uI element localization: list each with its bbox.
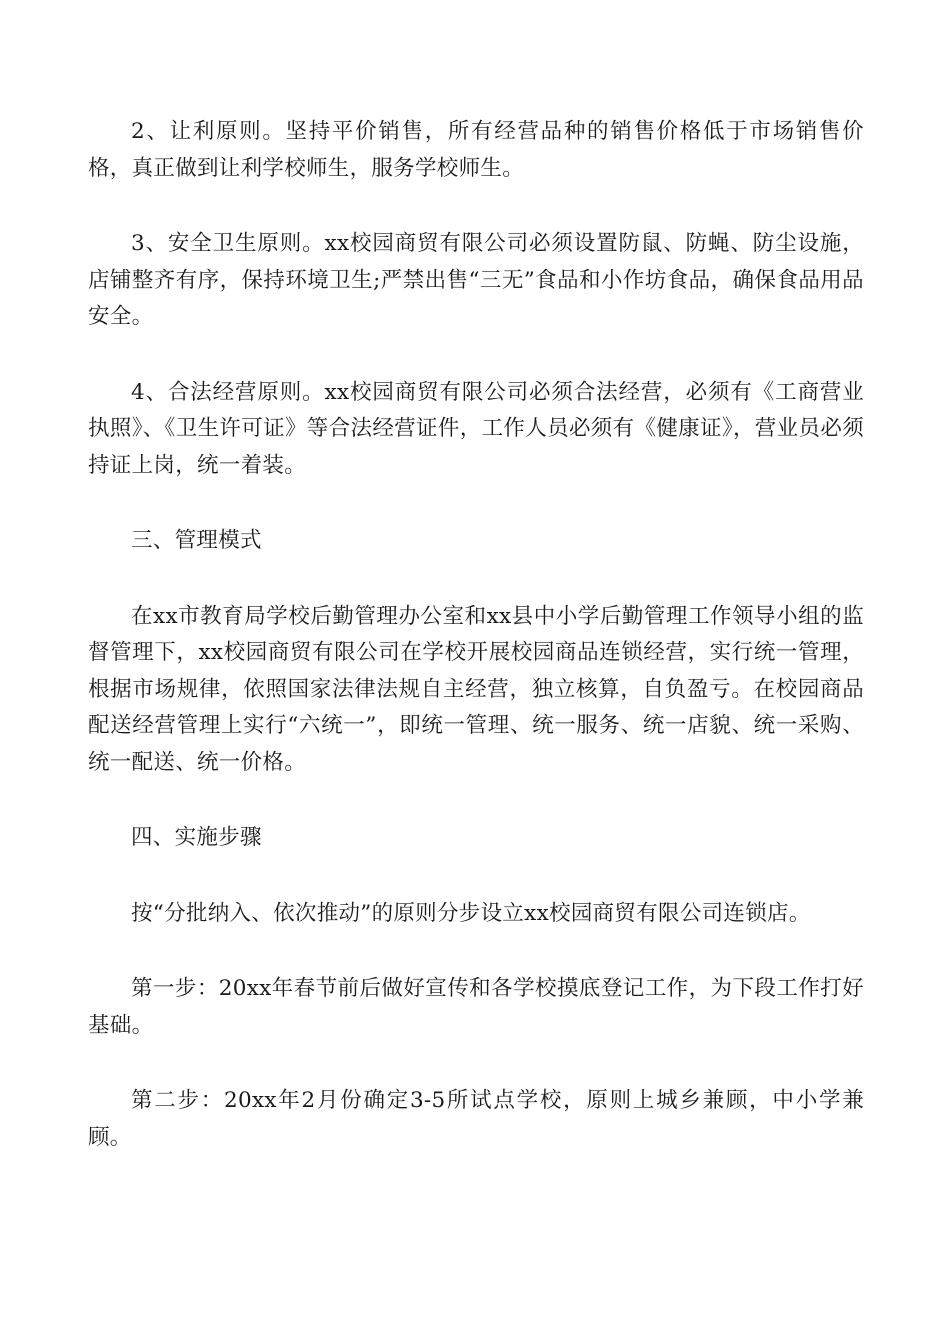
paragraph-step-2: 第二步：20xx年2月份确定3-5所试点学校，原则上城乡兼顾，中小学兼顾。 xyxy=(88,1088,864,1150)
section-heading-management-mode: 三、管理模式 xyxy=(131,528,262,553)
paragraph-step-1: 第一步：20xx年春节前后做好宣传和各学校摸底登记工作，为下段工作打好基础。 xyxy=(88,976,864,1038)
document-page xyxy=(88,114,864,1195)
paragraph-principle-2: 2、让利原则。坚持平价销售，所有经营品种的销售价格低于市场销售价格，真正做到让利学校师生，服务学校师生。 xyxy=(88,119,864,181)
section-heading-implementation-steps: 四、实施步骤 xyxy=(131,825,262,850)
paragraph-principle-4: 4、合法经营原则。xx校园商贸有限公司必须合法经营，必须有《工商营业执照》、《卫生许可证》等合法经营证件，工作人员必须有《健康证》，营业员必须持证上岗，统一着装。 xyxy=(88,379,864,478)
paragraph-principle-3: 3、安全卫生原则。xx校园商贸有限公司必须设置防鼠、防蝇、防尘设施，店铺整齐有序，保持环境卫生;严禁出售“三无”食品和小作坊食品，确保食品用品安全。 xyxy=(88,231,864,329)
paragraph-management-mode: 在xx市教育局学校后勤管理办公室和xx县中小学后勤管理工作领导小组的监督管理下，xx校园商贸有限公司在学校开展校园商品连锁经营，实行统一管理，根据市场规律，依照国家法律法规自主经营，独立核算，自负盈亏。在校园商品配送经营管理上实行“六统一”，即统一管理、统一服务、统一店貌、统一采购、统一配送、统一价格。 xyxy=(88,603,864,775)
paragraph-implementation-intro: 按“分批纳入、依次推动”的原则分步设立xx校园商贸有限公司连锁店。 xyxy=(131,900,811,926)
